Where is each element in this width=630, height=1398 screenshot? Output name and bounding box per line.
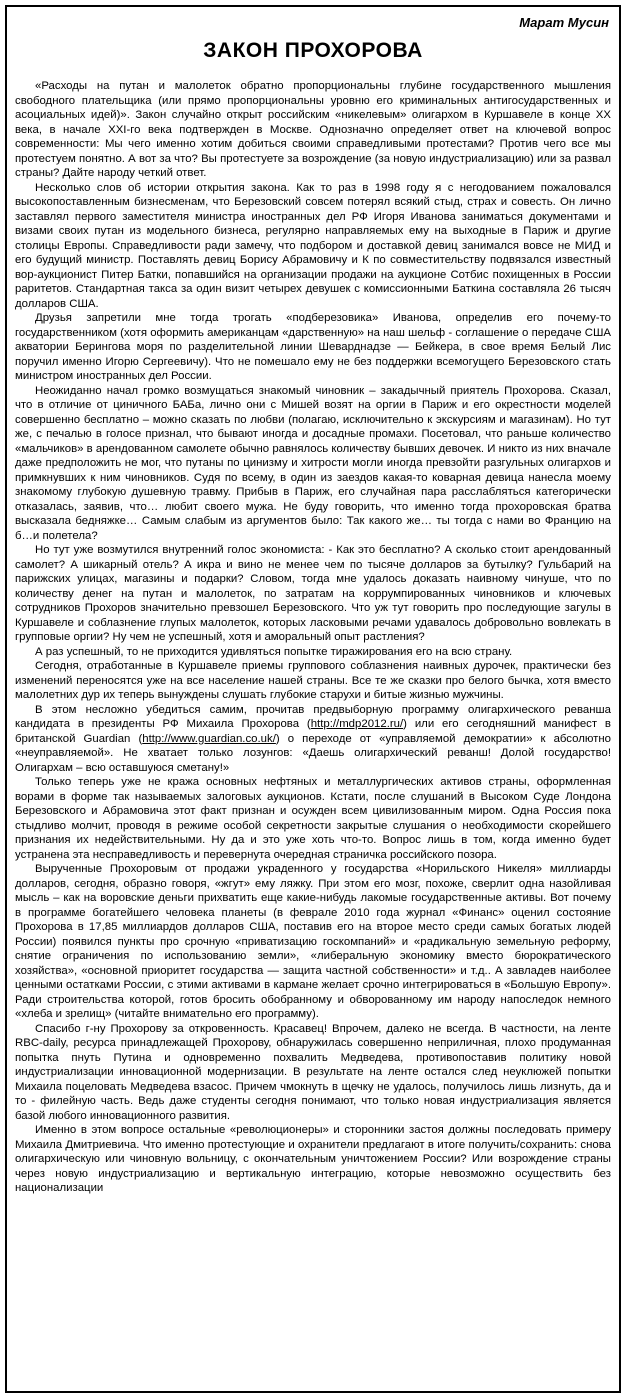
author-name: Марат Мусин bbox=[519, 15, 609, 30]
paragraph: Но тут уже возмутился внутренний голос экономиста: - Как это бесплатно? А сколько стоит арендованный самолет? А шикарный отель? А икра и вино не менее чем по тысяче долларов за бутылку? Гульбарий на парижских улицах, магазины и подарки? Словом, тогда мне удалось доказать наивному чинуше, что по количеству денег на путан и малолеток, по затратам на коррумпированных чиновников и ключевых сотрудников Прохоров значительно превзошел Березовского. Что уж тут говорить про последующие загулы в Куршавеле и соблазнение глупых малолеток, которых ласковыми речами удавалось добровольно вовлекать в групповые оргии? Ну чем не успешный, хотя и аморальный опыт растления? bbox=[15, 544, 611, 643]
paragraph: «Расходы на путан и малолеток обратно пропорциональны глубине государственного мышления свободного плательщика (или прямо пропорциональны уровню его криминальных антигосударственных и асоциальных идей)». Закон случайно открыт российским «никелевым» олигархом в Куршавеле в конце XX века, в начале XXI-го века подтвержден в Москве. Однозначно определяет ответ на ключевой вопрос современности: Мы чего именно хотим добиться своими справедливыми протестами? Против чего все мы протестуем понятно. А вот за что? Вы протестуете за возрождение (за новую индустриализацию) или за развал страны? Дайте народу четкий ответ. bbox=[15, 80, 611, 179]
guardian-link[interactable]: http://www.guardian.co.uk/ bbox=[142, 732, 276, 745]
article-body bbox=[7, 79, 619, 1196]
paragraph: Только теперь уже не кража основных нефтяных и металлургических активов страны, оформленная ворами в форме так называемых залоговых аукционов. Кстати, после слушаний в Высоком Суде Лондона Березовского и Абрамовича этот факт признан и осужден всем цивилизованным миром. Одна Россия пока стыдливо молчит, проводя в режиме особой секретности закрытые слушания о необходимости скорейшего признания их недействительными. Ну да и это уже хоть что-то. Вопрос лишь в том, когда именно будет устранена эта несправедливость и перевернута очередная страничка российского позора. bbox=[15, 776, 611, 861]
paragraph: Вырученные Прохоровым от продажи украденного у государства «Норильского Никеля» миллиарды долларов, сегодня, образно говоря, «жгут» ему ляжку. При этом его мозг, похоже, сверлит одна назойливая мысль – как на воровские деньги прихватить еще какие-нибудь лакомые государственные активы. Вот почему в программе богатейшего человека планеты (в феврале 2010 года журнал «Финанс» оценил состояние Прохорова в 17,85 миллиардов долларов США, поставив его на второе место среди самых богатых людей России) появился пункты про срочную «приватизацию госкомпаний» и «радикальную земельную реформу, снятие ограничения по использованию земли», «либеральную экономику вместо бюрократического хозяйства», «основной приоритет государства — защита частной собственности» и т.д.. А завладев наиболее ценными остатками России, с этими активами в кармане желает срочно интегрироваться в «Большую Европу». Ради строительства которой, готов бросить обобранному и обворованному им народу напоследок немного «хлеба и зрелищ» (читайте внимательно его программу). bbox=[15, 863, 611, 1020]
paragraph: Спасибо г-ну Прохорову за откровенность. Красавец! Впрочем, далеко не всегда. В частности, на ленте RBC-daily, ресурса принадлежащей Прохорову, обнаружилась совершенно неприличная, плохо продуманная попытка пнуть Путина и одновременно похвалить Медведева, противопоставив политику новой индустриализации инновационной модернизации. В результате на ленте остался след неуклюжей попытки Михаила поцеловать Медведева взасос. Причем чмокнуть в щечку не удалось, получилось лишь лизнуть, да и то - филейную часть. Ведь даже студенты сегодня понимают, что только новая индустриализация является базой любого инновационного развития. bbox=[15, 1022, 611, 1122]
paragraph: Именно в этом вопросе остальные «революционеры» и сторонники застоя должны последовать примеру Михаила Дмитриевича. Что именно протестующие и охранители предлагают в итоге получить/сохранить: снова олигархическую или чиновную вольницу, с окончательным уничтожением России? Или возрождение страны через новую индустриализацию и вертикальную интеграцию, которые невозможно осуществить без национализации bbox=[15, 1124, 611, 1194]
paragraph-with-links: В этом несложно убедиться самим, прочитав предвыборную программу олигархического реванша кандидата в президенты РФ Михаила Прохорова (http://mdp2012.ru/) или его сегодняшний манифест в британской Guardian (http://www.guardian.co.uk/) о переходе от «управляемой демократии» к абсолютно «неуправляемой». Не хватает только лозунгов: «Даешь олигархический реванш! Долой государство! Олигархам – всю оставшуюся сметану!» bbox=[15, 703, 611, 774]
article-frame bbox=[5, 5, 621, 1393]
article-title: ЗАКОН ПРОХОРОВА bbox=[203, 39, 423, 62]
paragraph: Несколько слов об истории открытия закона. Как то раз в 1998 году я с негодованием пожаловался высокопоставленным бизнесменам, что Березовский совсем потерял всякий стыд, страх и совесть. Он лично заставлял первого заместителя министра иностранных дел РФ Игоря Иванова заниматься документами и визами своих путан из модельного бизнеса, регулярно направляемых ему на выходные в Париж и другие столицы Европы. Справедливости ради замечу, что подбором и доставкой девиц занимался вовсе не МИД и его будущий министр. Поставлять девиц Борису Абрамовичу и К по совместительству подвязался известный вор-аукционист Питер Батки, попавшийся на организации продажи на аукционе Сотбис похищенных в России раритетов. Стандартная такса за один визит четырех девушек с комиссионными Баткина составляла 26 тысяч долларов США. bbox=[15, 181, 611, 310]
paragraph: Сегодня, отработанные в Куршавеле приемы группового соблазнения наивных дурочек, практически без изменений переносятся уже на все население нашей страны. Все те же сказки про белого бычка, хотя вместо малолетних дур их теперь вынуждены слушать глубокие старухи и битые жизнью мужчины. bbox=[15, 660, 611, 701]
paragraph: Неожиданно начал громко возмущаться знакомый чиновник – закадычный приятель Прохорова. Сказал, что в отличие от циничного БАБа, лично они с Мишей возят на оргии в Париж и его окрестности моделей совершенно бесплатно – можно сказать по любви (полагаю, исключительно к экскурсиям и магазинам). Но тут же, с печалью в голосе признал, что бывают иногда и досадные промахи. Посетовал, что раньше количество «мальчиков» в арендованном самолете обычно равнялось количеству бывших девочек. И никто из них вначале даже предположить не мог, что путаны по цинизму и хитрости могли иногда превзойти разгульных олигархов и примкнувших к ним чиновников. Судя по всему, в один из заездов какая-то коварная девица нанесла моему знакомому глубокую душевную травму. Прибыв в Париж, его случайная пара расслабляться категорически отказалась, заявив, что… любит своего мужа. Не буду говорить, что именно тогда прохоровская братва высказала бедняжке… Самым слабым из аргументов было: Так какого же… ты тогда с нами во Францию на б…и полетела? bbox=[15, 384, 611, 542]
paragraph: Друзья запретили мне тогда трогать «подберезовика» Иванова, определив его почему-то государственником (хотя оформить американцам «дарственную» на наш шельф - соглашение о передаче США акватории Берингова моря по разделительной линии Шеварднадзе — Бейкера, в свое время Белый Лис поручил именно Игорю Сергеевичу). Что не помешало ему не без поддержки всемогущего Березовского стать министром иностранных дел России. bbox=[15, 312, 611, 382]
mdp-link[interactable]: http://mdp2012.ru/ bbox=[310, 718, 404, 730]
paragraph: А раз успешный, то не приходится удивляться попытке тиражирования его на всю страну. bbox=[35, 645, 513, 658]
